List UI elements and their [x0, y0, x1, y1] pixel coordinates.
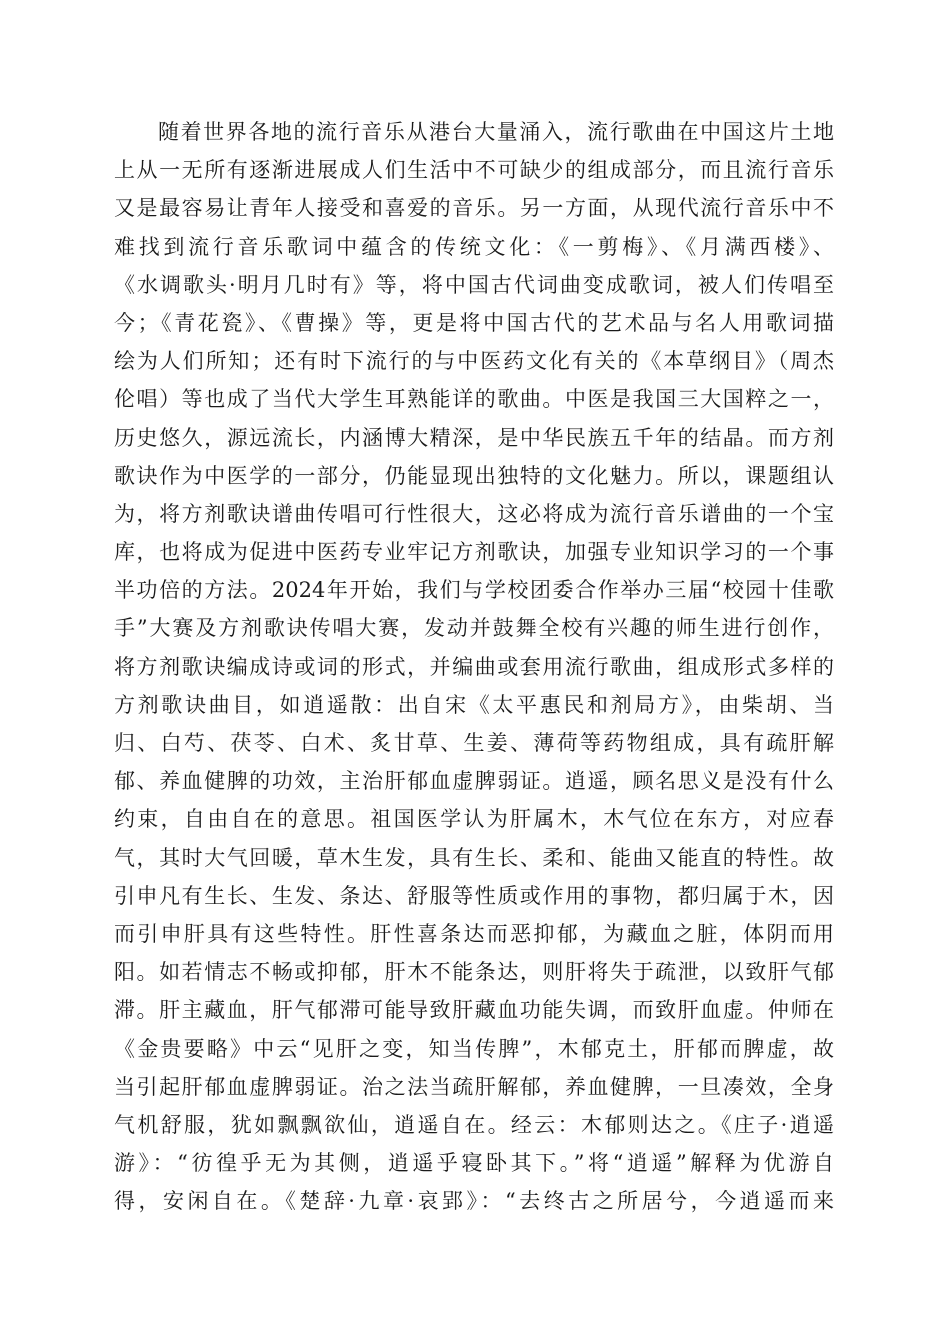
paragraph-line: 《金贵要略》中云“见肝之变，知当传脾”，木郁克土，肝郁而脾虚，故	[114, 1036, 834, 1061]
paragraph-line: 方剂歌诀曲目，如逍遥散：出自宋《太平惠民和剂局方》，由柴胡、当	[114, 692, 834, 717]
paragraph-line: 归、白芍、茯苓、白术、炙甘草、生姜、薄荷等药物组成，具有疏肝解	[114, 731, 834, 755]
paragraph-line: 库，也将成为促进中医药专业牢记方剂歌诀，加强专业知识学习的一个事	[114, 540, 834, 565]
paragraph-line: 气机舒服，犹如飘飘欲仙，逍遥自在。经云：木郁则达之。《庄子·逍遥	[114, 1112, 834, 1137]
paragraph-line: 气，其时大气回暖，草木生发，具有生长、柔和、能曲又能直的特性。故	[114, 845, 834, 870]
paragraph-line: 得，安闲自在。《楚辞·九章·哀郢》：“去终古之所居兮，今逍遥而来	[114, 1189, 834, 1214]
paragraph-line: 《水调歌头·明月几时有》等，将中国古代词曲变成歌词，被人们传唱至	[114, 272, 834, 297]
paragraph-line: 今；《青花瓷》、《曹操》等，更是将中国古代的艺术品与名人用歌词描	[114, 310, 834, 335]
paragraph-line: 约束，自由自在的意思。祖国医学认为肝属木，木气位在东方，对应春	[114, 807, 834, 832]
paragraph-line: 阳。如若情志不畅或抑郁，肝木不能条达，则肝将失于疏泄，以致肝气郁	[114, 960, 834, 985]
paragraph-line: 引申凡有生长、生发、条达、舒服等性质或作用的事物，都归属于木，因	[114, 883, 834, 908]
paragraph-line: 伦唱）等也成了当代大学生耳熟能详的歌曲。中医是我国三大国粹之一，	[114, 387, 834, 412]
paragraph-line: 上从一无所有逐渐进展成人们生活中不可缺少的组成部分，而且流行音乐	[114, 158, 834, 183]
paragraph-line: 又是最容易让青年人接受和喜爱的音乐。另一方面，从现代流行音乐中不	[114, 196, 834, 221]
paragraph-line: 手”大赛及方剂歌诀传唱大赛，发动并鼓舞全校有兴趣的师生进行创作，	[114, 616, 834, 641]
paragraph-line: 随着世界各地的流行音乐从港台大量涌入，流行歌曲在中国这片土地	[158, 120, 834, 144]
paragraph-line: 游》：“彷徨乎无为其侧，逍遥乎寝卧其下。”将“逍遥”解释为优游自	[114, 1151, 834, 1176]
paragraph-line: 滞。肝主藏血，肝气郁滞可能导致肝藏血功能失调，而致肝血虚。仲师在	[114, 998, 834, 1023]
paragraph-line: 难找到流行音乐歌词中蕴含的传统文化：《一剪梅》、《月满西楼》、	[114, 234, 834, 259]
paragraph-line: 将方剂歌诀编成诗或词的形式，并编曲或套用流行歌曲，组成形式多样的	[114, 654, 834, 679]
paragraph-line: 为，将方剂歌诀谱曲传唱可行性很大，这必将成为流行音乐谱曲的一个宝	[114, 501, 834, 526]
body-paragraph	[114, 113, 834, 1220]
paragraph-line: 当引起肝郁血虚脾弱证。治之法当疏肝解郁，养血健脾，一旦凑效，全身	[114, 1074, 834, 1099]
paragraph-line: 而引申肝具有这些特性。肝性喜条达而恶抑郁，为藏血之脏，体阴而用	[114, 921, 834, 946]
paragraph-line: 半功倍的方法。2024年开始，我们与学校团委合作举办三届“校园十佳歌	[114, 578, 834, 603]
paragraph-line: 郁、养血健脾的功效，主治肝郁血虚脾弱证。逍遥，顾名思义是没有什么	[114, 769, 834, 794]
paragraph-line: 绘为人们所知；还有时下流行的与中医药文化有关的《本草纲目》（周杰	[114, 349, 834, 374]
paragraph-line: 历史悠久，源远流长，内涵博大精深，是中华民族五千年的结晶。而方剂	[114, 425, 834, 450]
paragraph-line: 歌诀作为中医学的一部分，仍能显现出独特的文化魅力。所以，课题组认	[114, 463, 834, 488]
